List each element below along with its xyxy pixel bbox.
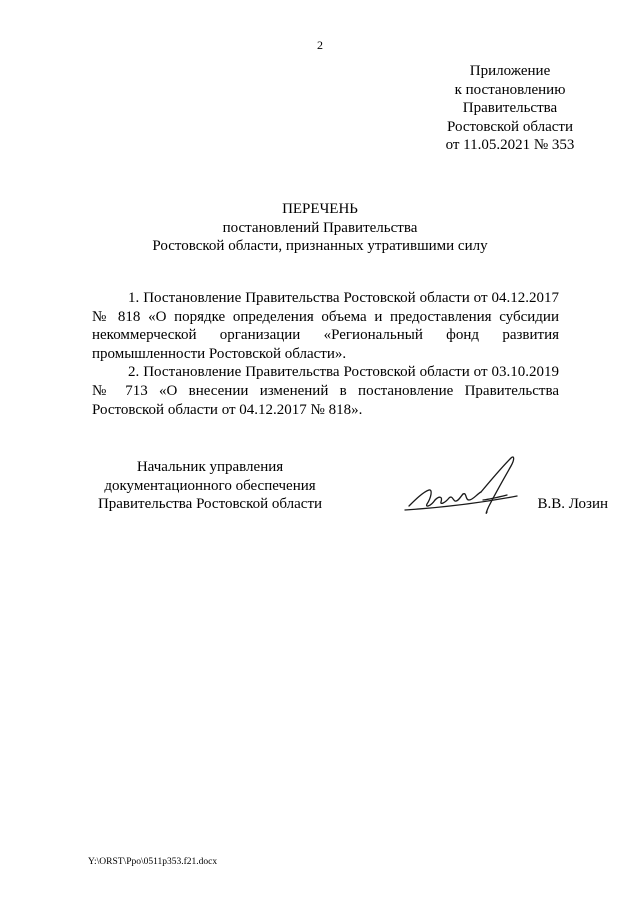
signer-name: В.В. Лозин [537, 496, 608, 512]
appendix-line: к постановлению [454, 81, 566, 98]
signer-position-line: документационного обеспечения [104, 477, 316, 494]
title-subline: постановлений Правительства [222, 219, 418, 236]
title-subline: Ростовской области, признанных утратившими силу [152, 238, 488, 254]
handwritten-signature [395, 450, 535, 530]
list-item: 2. Постановление Правительства Ростовской области от 03.10.2019 № 713 «О внесении изменений в постановление Правительства Ростовской области от 04.12.2017 № 818». [92, 364, 559, 418]
document-body [92, 289, 559, 419]
appendix-line: Правительства [462, 100, 558, 116]
appendix-line: Ростовской области [447, 118, 573, 135]
title-heading: ПЕРЕЧЕНЬ [282, 201, 358, 217]
page-number: 2 [317, 38, 323, 52]
footer-file-path: Y:\ORST\Ppo\0511p353.f21.docx [88, 857, 218, 867]
document-title [0, 200, 640, 256]
appendix-line: Приложение [469, 63, 551, 79]
signer-position-line: Правительства Ростовской области [97, 496, 323, 512]
signer-position-line: Начальник управления [136, 459, 284, 475]
appendix-block [420, 62, 600, 155]
appendix-line: от 11.05.2021 № 353 [445, 137, 575, 153]
list-item: 1. Постановление Правительства Ростовской области от 04.12.2017 № 818 «О порядке определения объема и предоставления субсидии некоммерческой организации «Региональный фонд развития промышленности Ростовской области». [92, 290, 559, 362]
signer-position [90, 458, 330, 514]
